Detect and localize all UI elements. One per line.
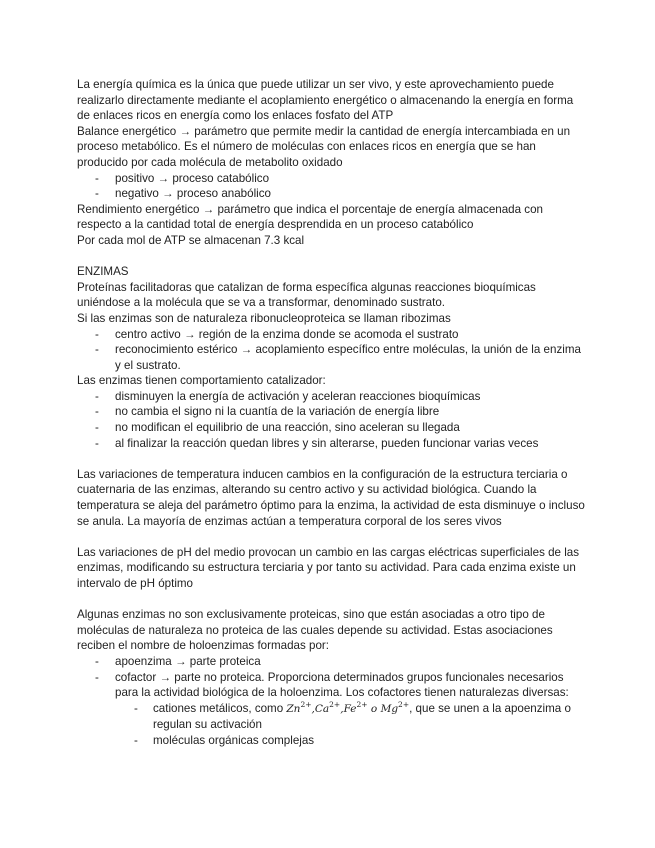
rendimiento-paragraph: Rendimiento energético → parámetro que indica el porcentaje de energía almacenada con respecto a la cantidad total de energía desprendida en un proceso catabólico — [77, 202, 543, 232]
list-item: - centro activo → región de la enzima donde se acomoda el sustrato — [77, 327, 587, 343]
ion-charge: 2+ — [356, 699, 368, 709]
cofactor-types-list — [115, 701, 587, 749]
list-item: - negativo → proceso anabólico — [77, 186, 587, 202]
cationes-prefix: cationes metálicos, como — [153, 701, 287, 715]
list-item: - no cambia el signo ni la cuantía de la variación de energía libre — [77, 404, 587, 420]
ion-base: Mg — [380, 702, 399, 715]
temperatura-paragraph: Las variaciones de temperatura inducen cambios en la configuración de la estructura terciaria o cuaternaria de las enzimas, alterando su centro activo y su actividad biológica. Cuando la temperatura se aleja del parámetro óptimo para la enzima, la actividad de esta disminuye o incluso se anula. La mayoría de enzimas actúan a temperatura corporal de los seres vivos — [77, 467, 585, 528]
ribozimas-paragraph: Si las enzimas son de naturaleza ribonucleoproteica se llaman ribozimas — [77, 311, 451, 325]
ion-separator: , — [340, 702, 344, 715]
ions-formula — [286, 699, 410, 715]
list-item: - no modifican el equilibrio de una reacción, sino aceleran su llegada — [77, 420, 587, 436]
ion-separator: o — [367, 702, 381, 715]
catalizador-list — [77, 389, 587, 451]
cofactor-text: cofactor → parte no proteica. Proporciona determinados grupos funcionales necesarios para la actividad biológica de la holoenzima. Los cofactores tienen naturalezas diversas: — [115, 670, 569, 700]
list-item: - apoenzima → parte proteica — [77, 654, 587, 670]
balance-list — [77, 171, 587, 202]
list-item: - disminuyen la energía de activación y aceleran reacciones bioquímicas — [77, 389, 587, 405]
enzimas-definition: Proteínas facilitadoras que catalizan de forma específica algunas reacciones bioquímicas uniéndose a la molécula que se va a transformar, denominado sustrato. — [77, 280, 536, 310]
list-item: - positivo → proceso catabólico — [77, 171, 587, 187]
balance-energetico-paragraph: Balance energético → parámetro que permite medir la cantidad de energía intercambiada en un proceso metabólico. Es el número de moléculas con enlaces ricos en energía que se han producido por cada molécula de metabolito oxidado — [77, 124, 571, 169]
ion-base: Ca — [314, 702, 330, 715]
holoenzimas-paragraph: Algunas enzimas no son exclusivamente proteicas, sino que están asociadas a otro tipo de moléculas de naturaleza no proteica de las cuales depende su actividad. Estas asociaciones reciben el nombre de holoenzimas formadas por: — [77, 608, 553, 653]
list-item: - al finalizar la reacción quedan libres y sin alterarse, pueden funcionar varias veces — [77, 436, 587, 452]
holoenzima-parts-list — [77, 654, 587, 749]
ion-charge: 2+ — [329, 699, 341, 709]
ion-charge: 2+ — [398, 699, 410, 709]
enzimas-terms-list — [77, 327, 587, 374]
ion-base: Fe — [343, 702, 357, 715]
atp-paragraph: Por cada mol de ATP se almacenan 7.3 kcal — [77, 233, 305, 247]
ion-base: Zn — [286, 702, 301, 715]
cationes-suffix: , que se unen a la apoenzima o regulan su activación — [153, 701, 571, 732]
list-item — [77, 670, 587, 749]
ion-separator: , — [311, 702, 315, 715]
document-body — [77, 77, 587, 749]
list-item: - moléculas orgánicas complejas — [77, 733, 587, 749]
ph-paragraph: Las variaciones de pH del medio provocan un cambio en las cargas eléctricas superficiales de las enzimas, modificando su estructura terciaria y por tanto su actividad. Para cada enzima existe un intervalo de pH óptimo — [77, 545, 580, 590]
enzimas-heading: ENZIMAS — [77, 265, 129, 279]
ion-charge: 2+ — [300, 699, 312, 709]
intro-paragraph: La energía química es la única que puede utilizar un ser vivo, y este aprovechamiento puede realizarlo directamente mediante el acoplamiento energético o almacenando la energía en forma de enlaces ricos en energía como los enlaces fosfato del ATP — [77, 78, 574, 123]
catalizador-paragraph: Las enzimas tienen comportamiento catalizador: — [77, 374, 326, 388]
list-item — [77, 701, 587, 733]
list-item: - reconocimiento estérico → acoplamiento específico entre moléculas, la unión de la enzima y el sustrato. — [77, 342, 587, 373]
